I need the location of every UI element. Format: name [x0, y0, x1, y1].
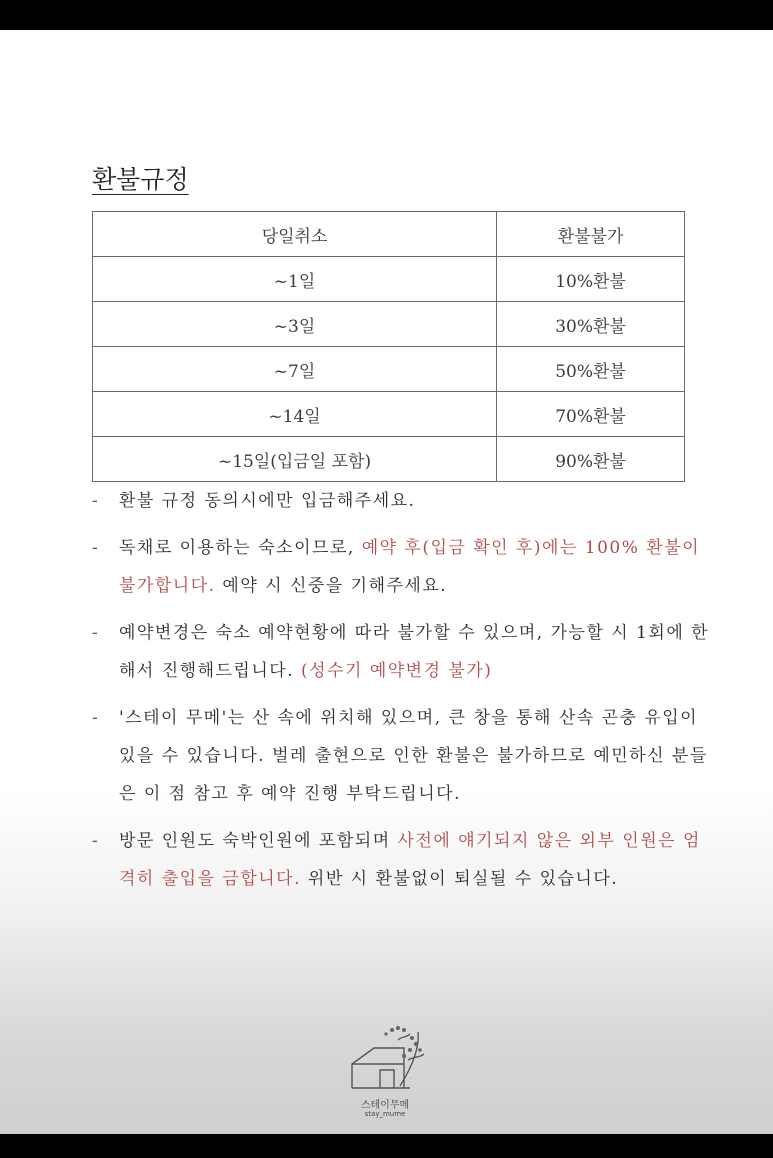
- refund-cell: 환불불가: [497, 212, 685, 257]
- note-item: [92, 529, 712, 605]
- bullet-dash: -: [92, 491, 100, 511]
- refund-cell: 50%환불: [497, 347, 685, 392]
- note-text: 독채로 이용하는 숙소이므로,: [119, 538, 362, 558]
- refund-cell: 30%환불: [497, 302, 685, 347]
- period-cell: ~15일(입금일 포함): [93, 437, 497, 482]
- period-cell: ~3일: [93, 302, 497, 347]
- bullet-dash: -: [92, 538, 100, 558]
- bullet-dash: -: [92, 708, 100, 728]
- table-row: [93, 392, 685, 437]
- note-item: [92, 614, 712, 690]
- note-text: 위반 시 환불없이 퇴실될 수 있습니다.: [301, 869, 619, 889]
- document-page: [0, 30, 773, 1134]
- page-title: 환불규정: [92, 165, 189, 194]
- house-logo-icon: [340, 1020, 440, 1092]
- table-row: [93, 257, 685, 302]
- refund-policy-table: [92, 211, 685, 482]
- refund-cell: 90%환불: [497, 437, 685, 482]
- logo-subname: stay_mume: [364, 1110, 406, 1118]
- note-item: [92, 699, 712, 813]
- table-row: [93, 347, 685, 392]
- table-row: [93, 302, 685, 347]
- period-cell: ~1일: [93, 257, 497, 302]
- note-text: 예약변경은 숙소 예약현황에 따라 불가할 수 있으며, 가능할 시 1회에 한해서 진행해드립니다.: [119, 623, 710, 681]
- note-warning-text: (성수기 예약변경 불가): [301, 661, 493, 681]
- note-text: '스테이 무메'는 산 속에 위치해 있으며, 큰 창을 통해 산속 곤충 유입이 있을 수 있습니다. 벌레 출현으로 인한 환불은 불가하므로 예민하신 분들은 이 점 참고 후 예약 진행 부탁드립니다.: [119, 708, 708, 804]
- note-text: 환불 규정 동의시에만 입금해주세요.: [119, 491, 416, 511]
- refund-cell: 10%환불: [497, 257, 685, 302]
- table-row: [93, 437, 685, 482]
- note-item: [92, 482, 712, 520]
- bullet-dash: -: [92, 831, 100, 851]
- bullet-dash: -: [92, 623, 100, 643]
- note-text: 예약 시 신중을 기해주세요.: [215, 576, 448, 596]
- note-warning-text: 예약 후(입금 확인 후)에는 100% 환불이 불가합니다.: [119, 538, 701, 596]
- refund-cell: 70%환불: [497, 392, 685, 437]
- policy-notes: [92, 482, 712, 898]
- brand-logo: [340, 1020, 450, 1130]
- table-row: [93, 212, 685, 257]
- period-cell: ~7일: [93, 347, 497, 392]
- note-text: 방문 인원도 숙박인원에 포함되며: [119, 831, 398, 851]
- period-cell: 당일취소: [93, 212, 497, 257]
- logo-name: 스테이무메: [360, 1100, 410, 1111]
- period-cell: ~14일: [93, 392, 497, 437]
- note-item: [92, 822, 712, 898]
- note-warning-text: 사전에 얘기되지 않은 외부 인원은 엄격히 출입을 금합니다.: [119, 831, 701, 889]
